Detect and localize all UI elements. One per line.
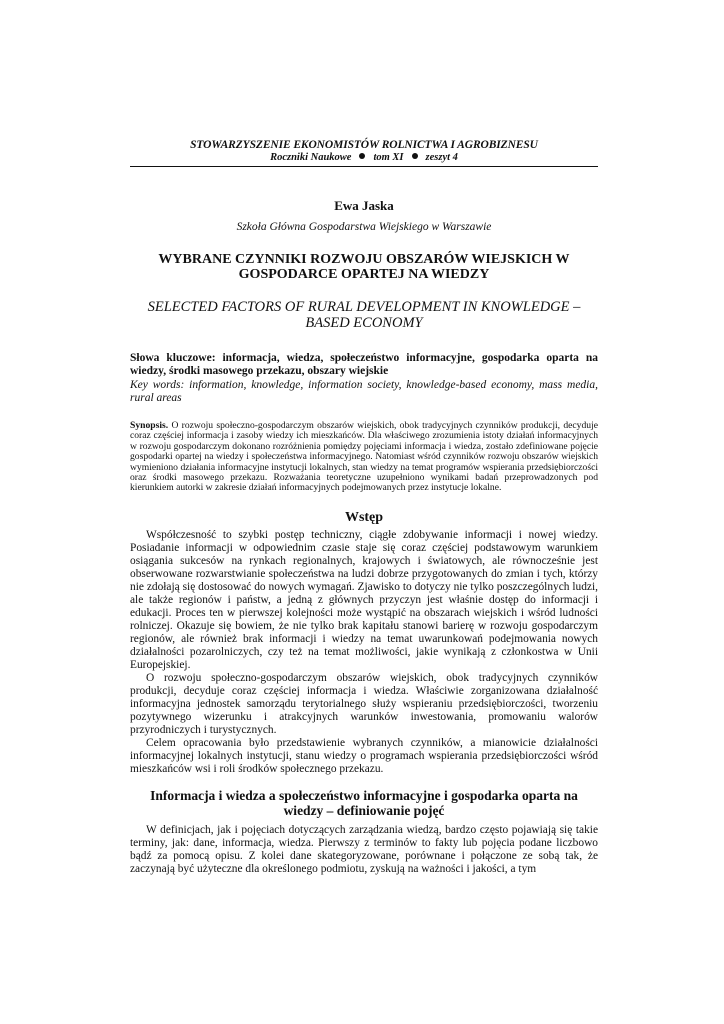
journal-issue: zeszyt 4 — [425, 152, 458, 163]
section-heading-intro: Wstęp — [344, 509, 384, 525]
journal-header — [130, 139, 598, 163]
journal-line — [130, 152, 598, 163]
paragraph: Celem opracowania było przedstawienie wybranych czynników, a mianowicie działalności informacyjnej lokalnych instytucji, stanu wiedzy o programach wspierania przedsiębiorczości wśród mieszkańców wsi i roli środków społecznego przekazu. — [130, 736, 598, 775]
synopsis-label: Synopsis. — [130, 420, 169, 431]
author-affiliation: Szkoła Główna Gospodarstwa Wiejskiego w Warszawie — [236, 221, 492, 233]
synopsis — [130, 421, 598, 494]
paragraph: W definicjach, jak i pojęciach dotyczących zarządzania wiedzą, bardzo często pojawiają się takie terminy, jak: dane, informacja, wiedza. Pierwszy z terminów to fakty lub pojęcia podane liczbowo bądź za pomocą opisu. Z kolei dane skategoryzowane, porównane i połączone ze sobą tak, że zaczynają być użyteczne dla określonego podmiotu, zyskują na ważności i jakości, a tym — [130, 823, 598, 875]
keywords-polish: Słowa kluczowe: informacja, wiedza, społeczeństwo informacyjne, gospodarka oparta na wiedzy, środki masowego przekazu, obszary wiejskie — [130, 352, 598, 377]
title-english: SELECTED FACTORS OF RURAL DEVELOPMENT IN KNOWLEDGE – BASED ECONOMY — [147, 299, 581, 331]
definitions-body — [130, 824, 598, 876]
author-name: Ewa Jaska — [334, 198, 394, 213]
journal-volume: tom XI — [373, 152, 404, 163]
intro-body — [130, 529, 598, 776]
section-heading-definitions: Informacja i wiedza a społeczeństwo informacyjne i gospodarka oparta na wiedzy – definiowanie pojęć — [150, 787, 578, 818]
title-polish: WYBRANE CZYNNIKI ROZWOJU OBSZARÓW WIEJSKICH W GOSPODARCE OPARTEJ NA WIEDZY — [158, 252, 570, 282]
article-page — [130, 0, 598, 876]
bullet-icon — [412, 153, 418, 159]
paragraph: O rozwoju społeczno-gospodarczym obszarów wiejskich, obok tradycyjnych czynników produkcji, decyduje coraz częściej informacja i wiedza. Właściwie zorganizowana działalność informacyjna jednostek samorządu terytorialnego służy wspieraniu przedsiębiorczości, tworzeniu pozytywnego wizerunku i atrakcyjnych warunków inwestowania, promowaniu walorów przyrodniczych i turystycznych. — [130, 671, 598, 736]
society-name: STOWARZYSZENIE EKONOMISTÓW ROLNICTWA I AGROBIZNESU — [190, 139, 538, 151]
synopsis-text: O rozwoju społeczno-gospodarczym obszarów wiejskich, obok tradycyjnych czynników produkcji, decyduje coraz częściej informacja i zasoby wiedzy ich mieszkańców. Dla właściwego zrozumienia istoty działań informacyjnych w rozwoju gospodarczym dokonano rozróżnienia pomiędzy pojęciami informacja i wiedza, zostało zdefiniowane pojęcie gospodarki opartej na wiedzy i społeczeństwa informacyjnego. Natomiast wśród czynników rozwoju obszarów wiejskich wymieniono działania informacyjne instytucji lokalnych, stan wiedzy na temat programów wspierania przedsiębiorczości oraz środki masowego przekazu. Rozważania teoretyczne uzupełniono wynikami badań przeprowadzonych pod kierunkiem autorki w zakresie działań informacyjnych podejmowanych przez instytucje lokalne. — [130, 420, 598, 494]
keywords-english: Key words: information, knowledge, information society, knowledge-based economy, mass media, rural areas — [130, 379, 598, 404]
paragraph: Współczesność to szybki postęp techniczny, ciągłe zdobywanie informacji i nowej wiedzy. Posiadanie informacji w odpowiednim czasie staje się coraz częściej podstawowym warunkiem osiągania sukcesów na rynkach regionalnych, krajowych i światowych, ale równocześnie jest obserwowane rozwarstwianie społeczeństwa na ludzi dobrze przygotowanych do zmian i tych, którzy nie zdołają się dostosować do nowych wymagań. Zjawisko to dotyczy nie tylko poszczególnych ludzi, ale także regionów i państw, a jedną z głównych przyczyn jest właśnie dostęp do informacji i edukacji. Proces ten w pierwszej kolejności może wystąpić na obszarach wiejskich i wśród ludności rolniczej. Okazuje się bowiem, że nie tylko brak kapitału stanowi barierę w rozwoju gospodarczym regionów, ale również brak informacji i wiedzy na temat uwarunkowań podejmowania nowych działalności pozarolniczych, czy też na temat możliwości, jakie wynikają z członkostwa w Unii Europejskiej. — [130, 528, 598, 671]
journal-name: Roczniki Naukowe — [270, 152, 352, 163]
header-rule — [130, 166, 598, 167]
bullet-icon — [359, 153, 365, 159]
